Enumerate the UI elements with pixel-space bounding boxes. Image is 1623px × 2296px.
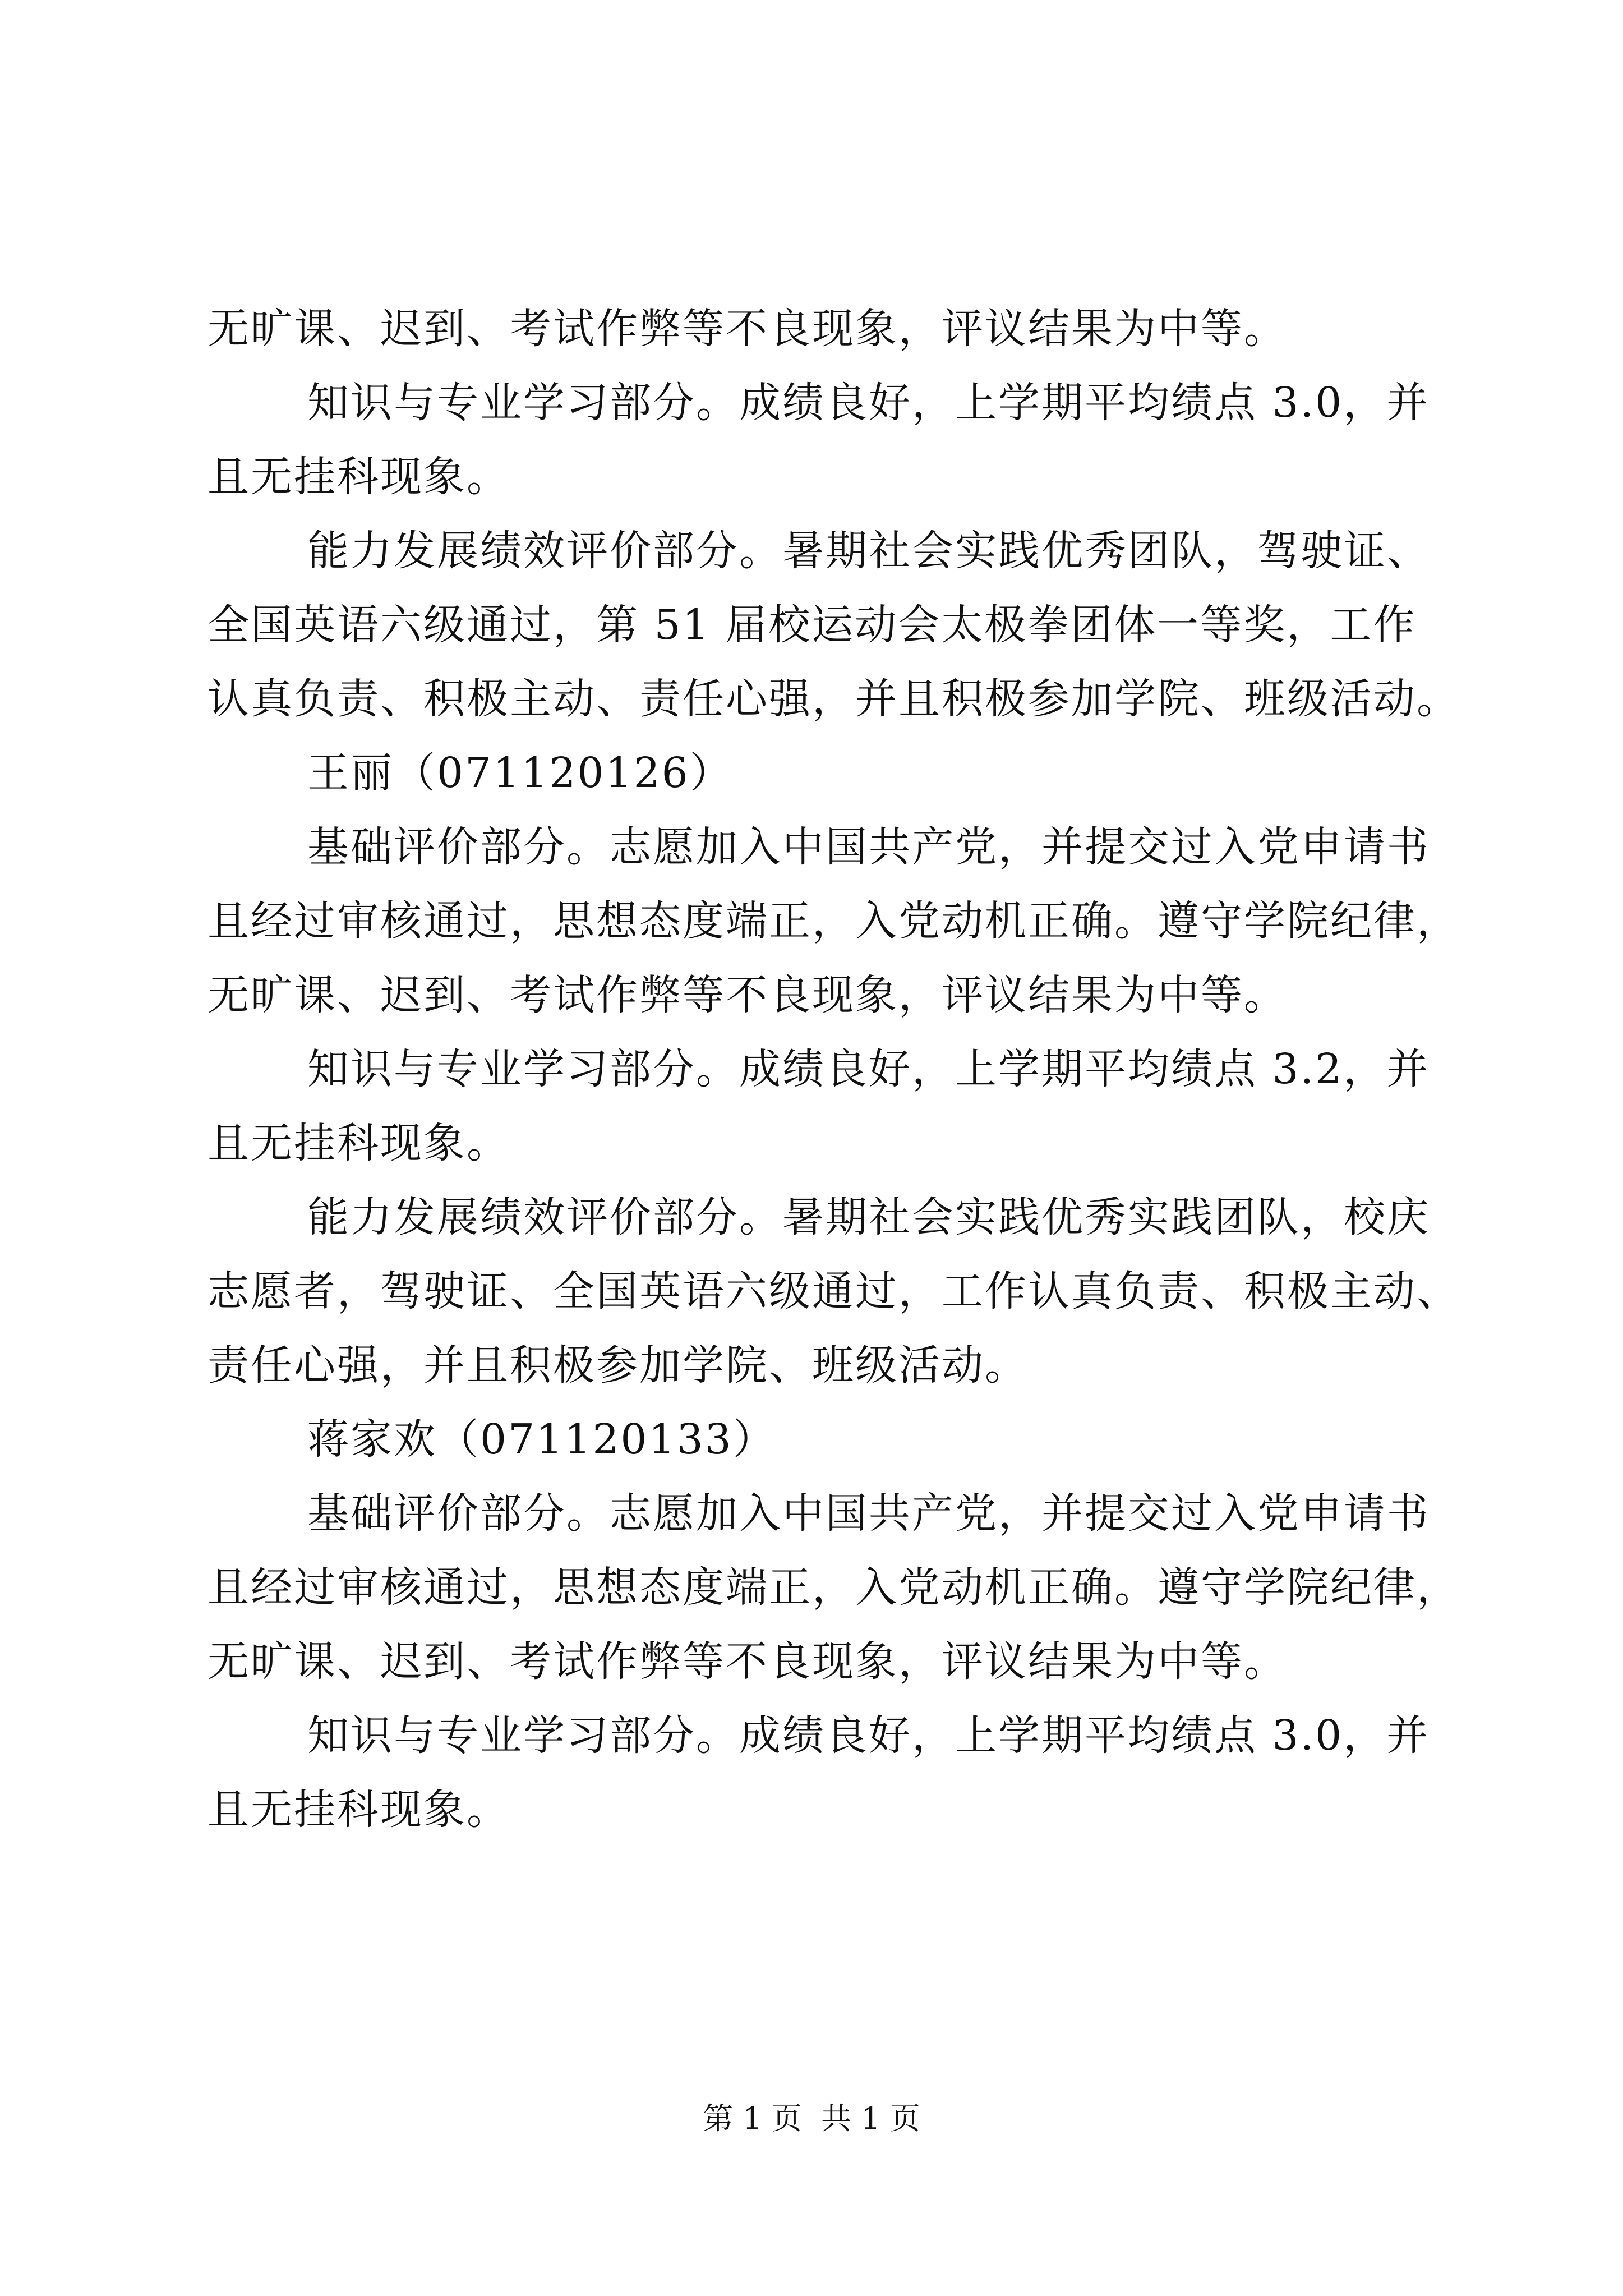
text-line-21: 且无挂科现象。 [208,1786,510,1834]
text-line-13: 能力发展绩效评价部分。暑期社会实践优秀实践团队，校庆 [307,1193,1430,1241]
text-line-17: 基础评价部分。志愿加入中国共产党，并提交过入党申请书 [307,1489,1430,1538]
text-line-2: 知识与专业学习部分。成绩良好，上学期平均绩点 3.0，并 [307,379,1430,427]
text-line-9: 且经过审核通过，思想态度端正，入党动机正确。遵守学院纪律， [208,897,1460,945]
text-line-3: 且无挂科现象。 [208,453,510,501]
text-line-12: 且无挂科现象。 [208,1119,510,1167]
text-line-1: 无旷课、迟到、考试作弊等不良现象，评议结果为中等。 [208,305,1287,353]
text-line-5: 全国英语六级通过，第 51 届校运动会太极拳团体一等奖，工作 [208,601,1417,649]
document-body [208,292,1460,1847]
text-line-15: 责任心强，并且积极参加学院、班级活动。 [208,1341,1028,1389]
student-heading-jiangjiahuan: 蒋家欢（071120133） [307,1415,776,1464]
text-line-20: 知识与专业学习部分。成绩良好，上学期平均绩点 3.0，并 [307,1711,1430,1760]
student-heading-wangli: 王丽（071120126） [307,749,733,797]
text-line-14: 志愿者，驾驶证、全国英语六级通过，工作认真负责、积极主动、 [208,1267,1460,1315]
page-footer: 第 1 页 共 1 页 [703,2101,920,2136]
text-line-19: 无旷课、迟到、考试作弊等不良现象，评议结果为中等。 [208,1637,1287,1686]
text-line-10: 无旷课、迟到、考试作弊等不良现象，评议结果为中等。 [208,971,1287,1019]
text-line-18: 且经过审核通过，思想态度端正，入党动机正确。遵守学院纪律， [208,1563,1460,1612]
text-line-8: 基础评价部分。志愿加入中国共产党，并提交过入党申请书 [307,823,1430,871]
text-line-6: 认真负责、积极主动、责任心强，并且积极参加学院、班级活动。 [208,675,1460,723]
text-line-4: 能力发展绩效评价部分。暑期社会实践优秀团队，驾驶证、 [307,527,1430,575]
text-line-11: 知识与专业学习部分。成绩良好，上学期平均绩点 3.2，并 [307,1045,1430,1093]
